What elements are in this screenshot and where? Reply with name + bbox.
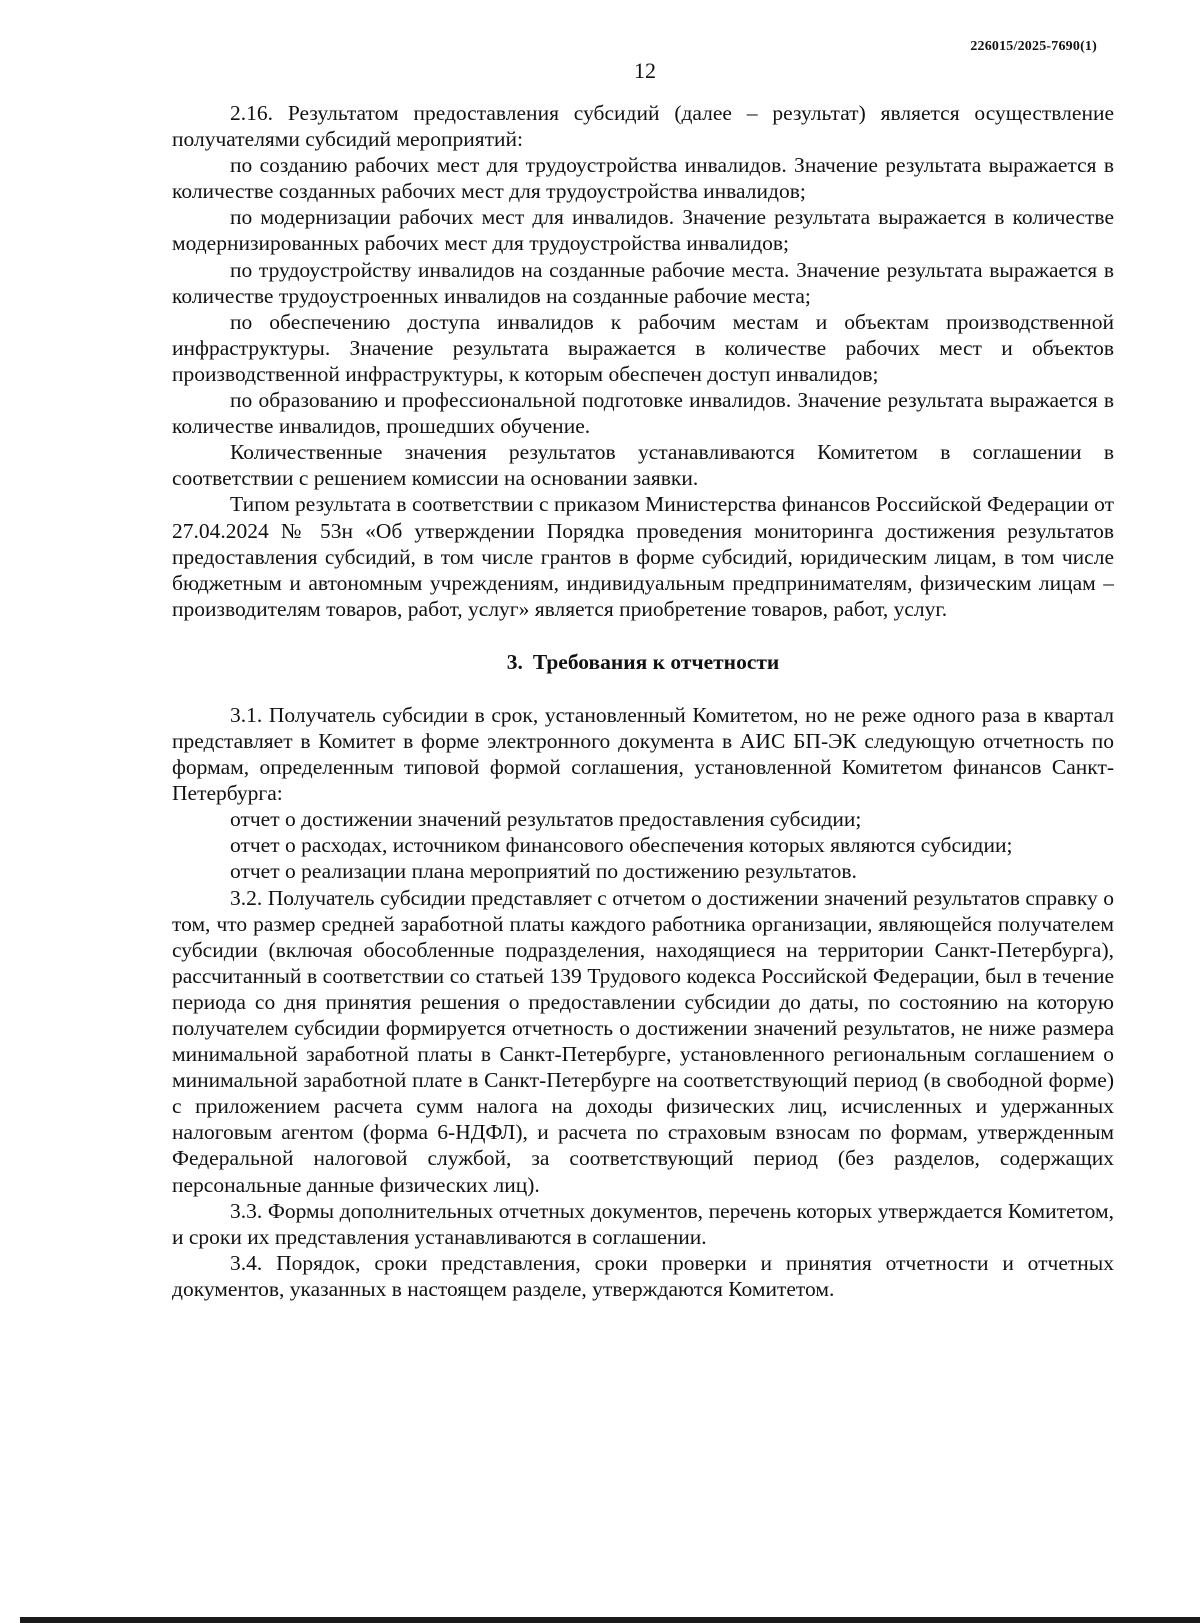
section-3-number: 3. [506, 649, 523, 674]
paragraph-result-type: Типом результата в соответствии с приказом Министерства финансов Российской Федерации от 27.04.2024 № 53н «Об утверждении Порядка проведения мониторинга достижения результатов предоставления субсидий, в том числе грантов в форме субсидий, юридическим лицам, в том числе бюджетным и автономным учреждениям, индивидуальным предпринимателям, физическим лицам – производителям товаров, работ, услуг» является приобретение товаров, работ, услуг. [172, 492, 1114, 621]
section-3-heading [172, 622, 1114, 702]
paragraph-3-1: 3.1. Получатель субсидии в срок, установленный Комитетом, но не реже одного раза в квартал представляет в Комитет в форме электронного документа в АИС БП-ЭК следующую отчетность по формам, определенным типовой формой соглашения, установленной Комитетом финансов Санкт-Петербурга: [172, 702, 1114, 806]
paragraph-result-workplaces-modernization: по модернизации рабочих мест для инвалидов. Значение результата выражается в количестве модернизированных рабочих мест для трудоустройства инвалидов; [172, 205, 1114, 256]
report-item-results: отчет о достижении значений результатов предоставления субсидии; [230, 807, 862, 832]
document-body [172, 100, 1114, 1302]
paragraph-quantitative-values: Количественные значения результатов устанавливаются Комитетом в соглашении в соответствии с решением комиссии на основании заявки. [172, 440, 1114, 491]
scan-bottom-edge [20, 1617, 1200, 1623]
section-3-title: Требования к отчетности [532, 649, 780, 674]
report-item-action-plan: отчет о реализации плана мероприятий по достижению результатов. [230, 859, 857, 884]
paragraph-result-employment: по трудоустройству инвалидов на созданные рабочие места. Значение результата выражается в количестве трудоустроенных инвалидов на созданные рабочие места; [172, 257, 1114, 308]
page-number: 12 [634, 58, 656, 83]
paragraph-3-3: 3.3. Формы дополнительных отчетных документов, перечень которых утверждается Комитетом, и сроки их представления устанавливаются в соглашении. [172, 1198, 1114, 1249]
report-item-expenses: отчет о расходах, источником финансового обеспечения которых являются субсидии; [230, 833, 1013, 858]
paragraph-result-access: по обеспечению доступа инвалидов к рабочим местам и объектам производственной инфраструктуры. Значение результата выражается в количестве рабочих мест и объектов производственной инфраструктуры, к которым обеспечен доступ инвалидов; [172, 309, 1114, 386]
paragraph-result-workplaces-creation: по созданию рабочих мест для трудоустройства инвалидов. Значение результата выражается в количестве созданных рабочих мест для трудоустройства инвалидов; [172, 153, 1114, 204]
paragraph-3-2: 3.2. Получатель субсидии представляет с отчетом о достижении значений результатов справку о том, что размер средней заработной платы каждого работника организации, являющейся получателем субсидии (включая обособленные подразделения, находящиеся на территории Санкт-Петербурга), рассчитанный в соответствии со статьей 139 Трудового кодекса Российской Федерации, был в течение периода со дня принятия решения о предоставлении субсидии до даты, по состоянию на которую получателем субсидии формируется отчетность о достижении значений результатов, не ниже размера минимальной заработной платы в Санкт-Петербурге, установленного региональным соглашением о минимальной заработной плате в Санкт-Петербурге на соответствующий период (в свободной форме) с приложением расчета сумм налога на доходы физических лиц, исчисленных и удержанных налоговым агентом (форма 6-НДФЛ), и расчета по страховым взносам по формам, утвержденным Федеральной налоговой службой, за соответствующий период (без разделов, содержащих персональные данные физических лиц). [172, 885, 1114, 1197]
document-registration-code: 226015/2025-7690(1) [970, 39, 1097, 54]
paragraph-2-16: 2.16. Результатом предоставления субсидий (далее – результат) является осуществление получателями субсидий мероприятий: [172, 101, 1114, 152]
paragraph-result-education: по образованию и профессиональной подготовке инвалидов. Значение результата выражается в количестве инвалидов, прошедших обучение. [172, 388, 1114, 439]
paragraph-3-4: 3.4. Порядок, сроки представления, сроки проверки и принятия отчетности и отчетных документов, указанных в настоящем разделе, утверждаются Комитетом. [172, 1250, 1114, 1301]
